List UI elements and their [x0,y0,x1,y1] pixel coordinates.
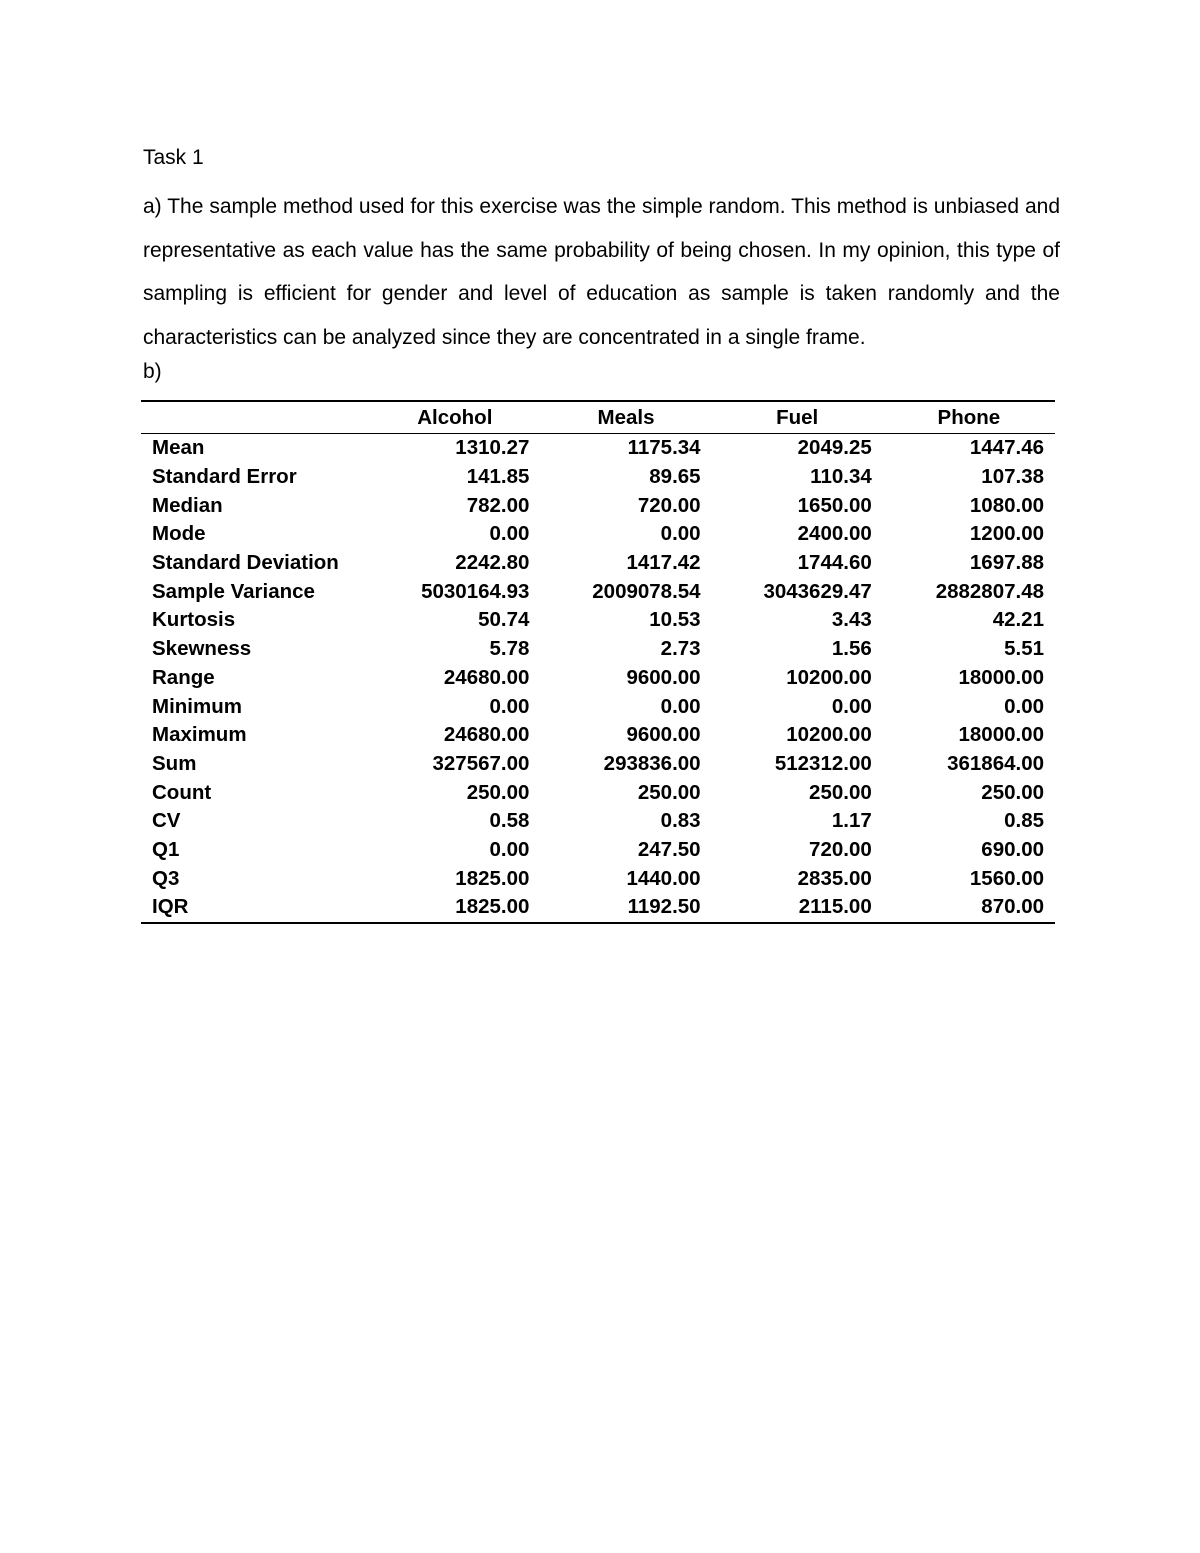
part-b-label: b) [143,360,162,383]
row-label: Maximum [152,723,247,747]
table-cell: 1417.42 [626,551,701,575]
table-cell: 9600.00 [626,665,701,689]
row-label: Range [152,665,215,689]
table-cell: 0.00 [1004,694,1044,718]
table-cell: 24680.00 [443,665,530,689]
descriptive-statistics-table [141,400,1055,924]
row-label: Mode [152,522,206,546]
table-cell: 250.00 [466,780,530,804]
table-row [141,577,1055,606]
table-row [141,750,1055,779]
table-cell: 0.00 [489,694,530,718]
table-row [141,520,1055,549]
row-label: Minimum [152,694,242,718]
table-cell: 9600.00 [626,723,701,747]
header-row [141,401,1055,434]
table-cell: 1175.34 [627,436,701,460]
table-cell: 18000.00 [958,723,1044,747]
table-cell: 250.00 [981,780,1044,804]
table-header [141,401,1055,434]
table-cell: 1.17 [831,809,872,833]
table-cell: 3.43 [831,608,872,632]
table-row [141,635,1055,664]
table-cell: 2835.00 [797,866,872,890]
table-cell: 2242.80 [455,551,530,575]
table-row [141,836,1055,865]
table-row [141,491,1055,520]
row-label: Standard Error [152,465,297,489]
table-cell: 1.56 [831,637,872,661]
table-row [141,864,1055,893]
task-heading: Task 1 [143,146,204,169]
column-header-phone: Phone [937,405,1001,429]
paragraph-a: a) The sample method used for this exercise was the simple random. This method is unbiased and representative as each value has the same probability of being chosen. In my opinion, this type of sampling is efficient for gender and level of education as sample is taken randomly and the characteristics can be analyzed since they are concentrated in a single frame. [143,195,1060,349]
table-cell: 1080.00 [969,493,1044,517]
table-cell: 0.85 [1004,809,1044,833]
table-cell: 24680.00 [443,723,530,747]
table-cell: 5.51 [1004,637,1044,661]
table-cell: 5.78 [489,637,530,661]
table-cell: 720.00 [637,493,701,517]
row-label: IQR [152,895,189,919]
table-row [141,434,1055,463]
table-cell: 2009078.54 [592,579,701,603]
table-cell: 361864.00 [947,751,1044,775]
table-row [141,606,1055,635]
row-label: CV [152,809,181,833]
table-cell: 1744.60 [797,551,872,575]
table-cell: 1192.50 [627,895,701,919]
table-row [141,807,1055,836]
row-label: Q1 [152,837,180,861]
row-label: Sum [152,751,197,775]
row-label: Median [152,493,223,517]
table-cell: 2115.00 [798,895,872,919]
table-cell: 870.00 [981,895,1044,919]
table-cell: 1560.00 [969,866,1044,890]
table-cell: 89.65 [649,465,701,489]
table-cell: 10200.00 [786,723,872,747]
table-cell: 1650.00 [797,493,872,517]
row-label: Kurtosis [152,608,236,632]
table-cell: 0.58 [489,809,530,833]
table-cell: 42.21 [992,608,1044,632]
table-row [141,778,1055,807]
row-label: Count [152,780,212,804]
table-cell: 107.38 [981,465,1044,489]
table-cell: 5030164.93 [421,579,530,603]
table-row [141,893,1055,923]
table-row [141,692,1055,721]
table-cell: 0.00 [831,694,872,718]
column-header-meals: Meals [597,405,655,429]
row-label: Standard Deviation [152,551,339,575]
table-cell: 0.00 [489,837,530,861]
table-cell: 512312.00 [774,751,872,775]
table-cell: 293836.00 [603,751,701,775]
table-cell: 250.00 [809,780,872,804]
table-cell: 0.83 [660,809,701,833]
table-cell: 1825.00 [455,895,530,919]
table-cell: 0.00 [660,522,701,546]
table-cell: 50.74 [478,608,530,632]
table-cell: 10200.00 [786,665,872,689]
table-cell: 1697.88 [969,551,1044,575]
table-cell: 0.00 [489,522,530,546]
table-cell: 2400.00 [797,522,872,546]
table-row [141,549,1055,578]
table-cell: 2.73 [660,637,701,661]
column-header-alcohol: Alcohol [417,405,493,429]
table-cell: 690.00 [981,837,1044,861]
table-cell: 1447.46 [969,436,1044,460]
table-row [141,463,1055,492]
column-header-blank [141,401,369,434]
table-cell: 18000.00 [958,665,1044,689]
table-row [141,664,1055,693]
table-cell: 110.34 [810,465,872,489]
table-cell: 327567.00 [432,751,530,775]
table-cell: 720.00 [809,837,872,861]
column-header-fuel: Fuel [776,405,819,429]
table-row [141,721,1055,750]
table-cell: 1310.27 [455,436,530,460]
row-label: Mean [152,436,205,460]
table-cell: 247.50 [637,837,701,861]
table-cell: 141.85 [466,465,530,489]
table-cell: 1825.00 [455,866,530,890]
table-cell: 0.00 [660,694,701,718]
table-cell: 250.00 [637,780,701,804]
table-cell: 10.53 [649,608,701,632]
table-cell: 1440.00 [626,866,701,890]
table-cell: 2882807.48 [935,579,1044,603]
table-body [141,434,1055,923]
row-label: Skewness [152,637,252,661]
table-cell: 1200.00 [969,522,1044,546]
row-label: Sample Variance [152,579,315,603]
table-cell: 2049.25 [797,436,872,460]
row-label: Q3 [152,866,180,890]
table-cell: 782.00 [466,493,530,517]
table-cell: 3043629.47 [763,579,872,603]
